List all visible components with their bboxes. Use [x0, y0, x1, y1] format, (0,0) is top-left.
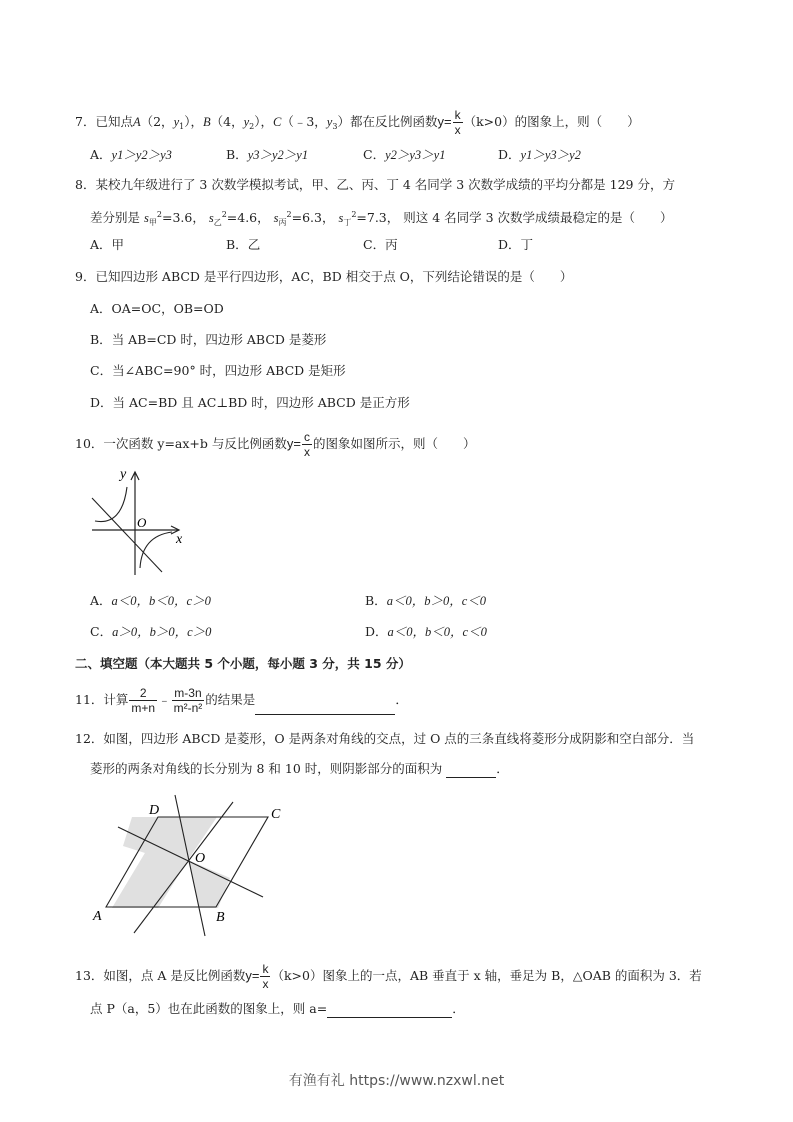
q9-option-c: [90, 362, 346, 380]
watermark-text: 有渔有礼 https://www.nzxwl.net: [288, 1073, 505, 1089]
option-text: a＜0，b＞0，c＜0: [386, 594, 486, 608]
option-label: A．: [90, 593, 112, 608]
q8-option-c: [363, 236, 398, 254]
operator: ﹣: [158, 692, 171, 707]
question-number: 9．: [75, 269, 96, 284]
question-12-line-1: [75, 730, 694, 748]
option-text: OA=OC，OB=OD: [111, 301, 224, 316]
question-12-line-2: [90, 760, 509, 778]
q9-option-d: [90, 394, 410, 412]
center-o-label: O: [195, 851, 206, 866]
stem-text: 点 P（a，5）也在此函数的图象上，则 a=: [90, 1001, 328, 1016]
question-number: 11．: [75, 692, 104, 707]
stem-text: 计算: [103, 692, 129, 707]
option-label: B．: [365, 593, 387, 608]
subscript: 甲: [148, 218, 157, 227]
q7-option-a: [90, 146, 172, 164]
stem-text: 菱形的两条对角线的长分别为 8 和 10 时，则阴影部分的面积为: [90, 761, 443, 776]
option-text: 当 AB=CD 时，四边形 ABCD 是菱形: [111, 332, 327, 347]
denominator: x: [454, 123, 461, 137]
option-label: B．: [90, 332, 112, 347]
numerator: 2: [129, 686, 157, 701]
q8-option-a: [90, 236, 124, 254]
option-text: y1＞y3＞y2: [520, 148, 581, 162]
option-text: a＜0，b＜0，c＞0: [111, 594, 211, 608]
stem-text: （﹣3，: [281, 114, 327, 129]
option-text: 丁: [520, 237, 534, 252]
question-8-line-2: 差分别是 $s_甲^2=3.6$， $s_乙^2=4.6$， $s_丙^2=6.3$， $s_丁^2=7.3$， 则这 4 名同学 3 次数学成绩最稳定的是（ ）: [90, 210, 673, 227]
watermark-footer: [0, 1070, 793, 1090]
fraction-c-over-x: [302, 430, 312, 459]
q9-option-a: [90, 300, 224, 318]
vertex-a-label: A: [93, 909, 102, 924]
stem-text: 差分别是: [90, 210, 141, 225]
period: ．: [452, 1001, 465, 1016]
stem-text: （4，: [210, 114, 244, 129]
q10-option-c: [90, 623, 211, 641]
q8-option-d: [498, 236, 533, 254]
stem-text: 则这 4 名同学 3 次数学成绩最稳定的是（ ）: [403, 210, 673, 225]
question-11: [75, 686, 408, 715]
option-text: 丙: [385, 237, 398, 252]
numerator: m-3n: [172, 686, 205, 701]
numerator: k: [262, 962, 269, 976]
stem-text: 如图，点 A 是反比例函数: [103, 968, 246, 983]
stem-text: 如图，四边形 ABCD 是菱形，O 是两条对角线的交点，过 O 点的三条直线将菱形分成阴影和空白部分．当: [103, 731, 695, 746]
question-number: 7．: [75, 114, 96, 129]
variance-value: =4.6，: [226, 210, 270, 225]
option-label: C．: [90, 624, 113, 639]
question-13-line-2: [90, 1000, 465, 1018]
option-label: C．: [90, 363, 113, 378]
q10-graph-figure: [80, 460, 200, 580]
option-label: D．: [498, 237, 521, 252]
function-lhs: y=: [245, 968, 260, 983]
numerator: c: [303, 430, 310, 444]
var: y: [326, 115, 333, 129]
denominator: m²-n²: [173, 701, 203, 715]
point-label: C: [273, 115, 282, 129]
period: ．: [496, 761, 509, 776]
function-lhs: y=: [286, 436, 301, 451]
option-text: y1＞y2＞y3: [111, 148, 172, 162]
q8-option-b: [226, 236, 260, 254]
section-title: 二、填空题（本大题共 5 个小题，每小题 3 分，共 15 分）: [75, 656, 411, 671]
q10-option-a: [90, 592, 211, 610]
option-label: B．: [226, 237, 248, 252]
option-label: A．: [90, 237, 112, 252]
stem-text: 已知点: [95, 114, 133, 129]
var: y: [243, 115, 250, 129]
vertex-c-label: C: [271, 807, 281, 822]
stem-text: （k>0）的图象上，则（ ）: [463, 114, 640, 129]
q7-option-d: [498, 146, 581, 164]
question-10-stem: [75, 430, 475, 459]
origin-label: O: [137, 515, 147, 530]
subscript: 丁: [343, 218, 352, 227]
variance-value: =7.3，: [356, 210, 400, 225]
denominator: x: [303, 445, 310, 459]
point-label: A: [132, 115, 141, 129]
subscript: 丙: [278, 218, 287, 227]
y-axis-label: y: [120, 467, 127, 482]
q12-rhombus-figure: [85, 790, 295, 945]
fraction-2-over-m-plus-n: [129, 686, 157, 715]
q7-option-b: [226, 146, 308, 164]
subscript: 2: [249, 122, 255, 131]
option-text: y3＞y2＞y1: [247, 148, 309, 162]
option-text: 甲: [111, 237, 125, 252]
q10-option-d: [365, 623, 487, 641]
x-axis-label: x: [176, 532, 183, 547]
stem-text: （2，: [140, 114, 174, 129]
subscript: 乙: [213, 218, 222, 227]
option-label: D．: [498, 147, 521, 162]
stem-text: ），: [184, 114, 203, 129]
q9-option-b: [90, 331, 326, 349]
question-number: 10．: [75, 436, 104, 451]
option-text: 当∠ABC=90° 时，四边形 ABCD 是矩形: [112, 363, 346, 378]
question-9-stem: [75, 268, 572, 286]
denominator: x: [262, 977, 269, 991]
option-label: C．: [363, 147, 386, 162]
denominator: m+n: [131, 701, 156, 715]
question-7-stem: [75, 108, 640, 137]
option-text: y2＞y3＞y1: [385, 148, 446, 162]
vertex-b-label: B: [216, 910, 225, 925]
function-lhs: y=: [437, 114, 452, 129]
stem-text: （k>0）图象上的一点，AB 垂直于 x 轴，垂足为 B，△OAB 的面积为 3．若: [271, 968, 702, 983]
section-2-heading: [75, 655, 411, 673]
subscript: 1: [179, 122, 185, 131]
stem-text: 一次函数 y=ax+b 与反比例函数: [103, 436, 287, 451]
question-8-line-1: [75, 176, 675, 194]
stem-text: 某校九年级进行了 3 次数学模拟考试，甲、乙、丙、丁 4 名同学 3 次数学成绩的平均分都是 129 分，方: [95, 177, 675, 192]
option-label: B．: [226, 147, 248, 162]
stem-text: ）都在反比例函数: [337, 114, 438, 129]
var: y: [173, 115, 180, 129]
stem-text: 的图象如图所示，则（ ）: [312, 436, 476, 451]
variance-value: =6.3，: [291, 210, 335, 225]
question-number: 13．: [75, 968, 104, 983]
vertex-d-label: D: [149, 803, 160, 818]
question-number: 12．: [75, 731, 104, 746]
fraction-k-over-x: [453, 108, 463, 137]
period: ．: [395, 692, 408, 707]
answer-blank[interactable]: [255, 700, 395, 715]
q10-option-b: [365, 592, 486, 610]
option-text: a＜0，b＜0，c＜0: [387, 625, 487, 639]
q7-option-c: [363, 146, 445, 164]
stem-text: 已知四边形 ABCD 是平行四边形，AC，BD 相交于点 O，下列结论错误的是（ ）: [95, 269, 573, 284]
fraction-k-over-x: [260, 962, 270, 991]
stem-text: 的结果是: [205, 692, 256, 707]
option-label: A．: [90, 147, 112, 162]
answer-blank[interactable]: [446, 763, 496, 778]
answer-blank[interactable]: [327, 1003, 452, 1018]
subscript: 3: [332, 122, 338, 131]
fraction-m-3n-over-m2-n2: [172, 686, 205, 715]
option-text: 当 AC=BD 且 AC⊥BD 时，四边形 ABCD 是正方形: [112, 395, 410, 410]
option-text: a＞0，b＞0，c＞0: [112, 625, 212, 639]
question-number: 8．: [75, 177, 96, 192]
variance-value: =3.6，: [161, 210, 205, 225]
question-13-line-1: [75, 962, 702, 991]
point-label: B: [202, 115, 211, 129]
option-label: D．: [90, 395, 113, 410]
numerator: k: [454, 108, 461, 122]
option-label: A．: [90, 301, 112, 316]
option-text: 乙: [247, 237, 261, 252]
option-label: C．: [363, 237, 386, 252]
stem-text: ），: [254, 114, 273, 129]
option-label: D．: [365, 624, 388, 639]
